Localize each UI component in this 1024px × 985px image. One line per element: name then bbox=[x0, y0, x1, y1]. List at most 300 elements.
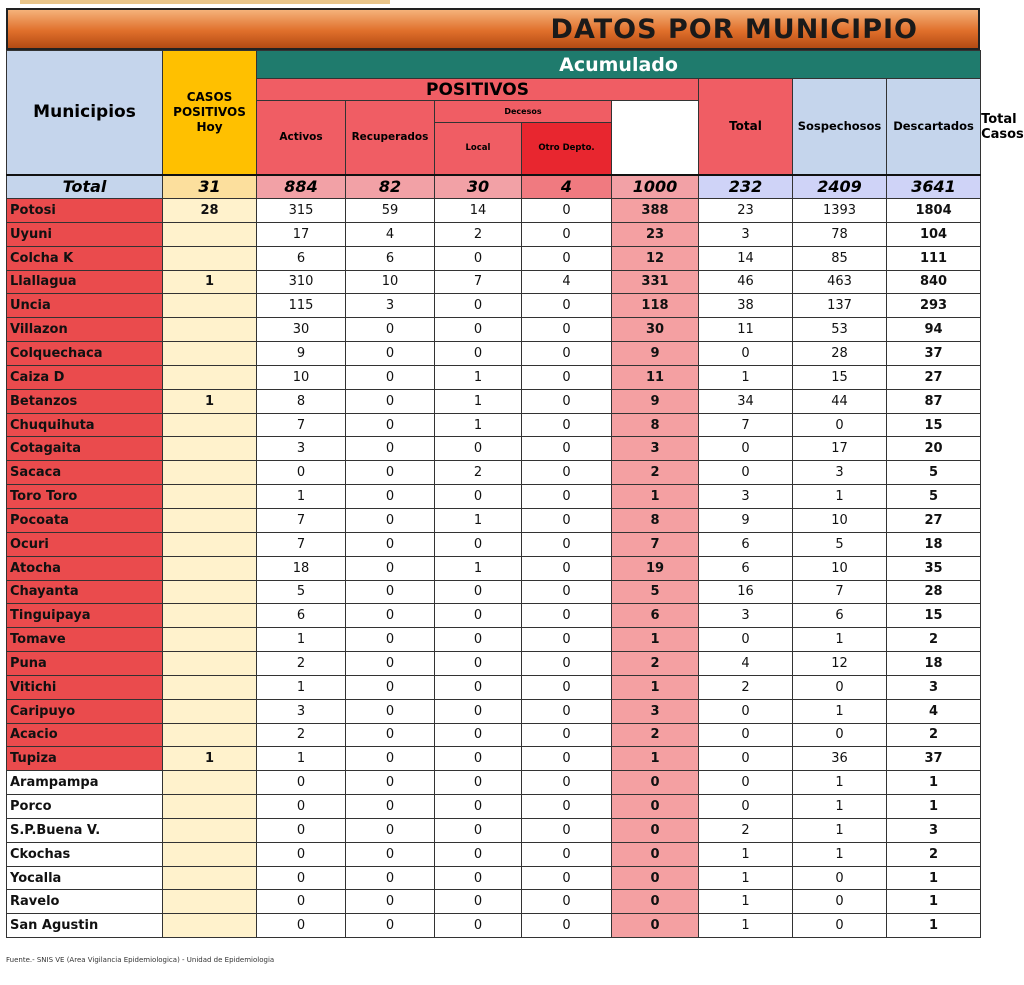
casos-hoy-cell bbox=[163, 437, 257, 461]
total-cell: Total bbox=[7, 175, 163, 199]
cell: 1 bbox=[257, 675, 346, 699]
table-row bbox=[7, 795, 981, 819]
table-row bbox=[7, 771, 981, 795]
cell: 2 bbox=[257, 723, 346, 747]
total-positivos-cell: 12 bbox=[612, 246, 699, 270]
casos-hoy-cell bbox=[163, 628, 257, 652]
cell: 0 bbox=[257, 795, 346, 819]
casos-hoy-cell bbox=[163, 222, 257, 246]
cell: 0 bbox=[435, 675, 522, 699]
municipio-table: Municipios CASOS POSITIVOS Hoy Acumulado POSITIVOS Total Sospechosos Descartados Total Casos Activos Recuperados Decesos Local Otro Depto. Total 31 884 82 30 4 1000 232 2409 3641 Potosi 28 315 59 14 0 388 23 1393 1804 Uyuni 17 4 2 0 23 3 78 104 Colcha K 6 6 0 0 12 14 85 111 Llallagua 1 310 10 7 4 331 46 463 840 Uncia 115 3 0 0 118 38 137 293 Villazon 30 0 0 0 30 11 53 94 Colquechaca 9 0 0 0 9 0 28 37 Caiza D 10 0 1 0 11 1 15 27 Betanzos 1 8 0 1 0 9 34 44 87 Chuquihuta 7 0 1 0 8 7 0 15 Cotagaita 3 0 0 0 3 0 17 20 Sacaca 0 0 2 0 2 0 3 5 Toro Toro 1 0 0 0 1 3 1 5 Pocoata 7 0 1 0 8 9 10 27 Ocuri 7 0 0 0 7 6 5 18 Atocha 18 0 1 0 19 6 10 35 Chayanta 5 0 0 0 5 16 7 28 Tinguipaya 6 0 0 0 6 3 6 15 Tomave 1 0 0 0 1 0 1 2 Puna 2 0 0 0 2 4 12 18 Vitichi 1 0 0 0 1 2 0 3 Caripuyo 3 0 0 0 3 0 1 4 Acacio 2 0 0 0 2 0 0 2 Tupiza 1 1 0 0 0 1 0 36 37 Arampampa 0 0 0 0 0 0 1 1 Porco 0 0 0 0 0 0 1 1 S.P.Buena V. 0 0 0 0 0 2 1 3 Ckochas 0 0 0 0 0 1 1 2 Yocalla 0 0 0 0 0 1 0 1 Ravelo 0 0 0 0 0 1 0 1 San Agustin 0 0 0 0 0 1 0 1 bbox=[6, 50, 981, 938]
cell: 0 bbox=[435, 532, 522, 556]
cell: 0 bbox=[793, 675, 887, 699]
table-row bbox=[7, 747, 981, 771]
cell: 0 bbox=[522, 866, 612, 890]
cell: 0 bbox=[435, 771, 522, 795]
casos-hoy-cell bbox=[163, 866, 257, 890]
casos-hoy-cell bbox=[163, 413, 257, 437]
cell: 0 bbox=[257, 842, 346, 866]
table-row bbox=[7, 270, 981, 294]
cell: 0 bbox=[435, 723, 522, 747]
total-cell: 4 bbox=[522, 175, 612, 199]
municipio-name: Llallagua bbox=[7, 270, 163, 294]
total-positivos-cell: 331 bbox=[612, 270, 699, 294]
cell: 4 bbox=[699, 652, 793, 676]
table-row bbox=[7, 532, 981, 556]
cell: 0 bbox=[699, 699, 793, 723]
cell: 6 bbox=[699, 556, 793, 580]
cell: 0 bbox=[699, 771, 793, 795]
total-casos-cell: 3 bbox=[887, 675, 981, 699]
cell: 0 bbox=[346, 604, 435, 628]
casos-hoy-cell bbox=[163, 485, 257, 509]
cell: 0 bbox=[793, 866, 887, 890]
cell: 0 bbox=[522, 556, 612, 580]
total-casos-cell: 5 bbox=[887, 485, 981, 509]
cell: 0 bbox=[699, 795, 793, 819]
casos-hoy-cell bbox=[163, 675, 257, 699]
total-positivos-cell: 0 bbox=[612, 842, 699, 866]
cell: 6 bbox=[346, 246, 435, 270]
cell: 12 bbox=[793, 652, 887, 676]
cell: 0 bbox=[522, 699, 612, 723]
total-positivos-cell: 0 bbox=[612, 795, 699, 819]
cell: 1 bbox=[793, 485, 887, 509]
total-positivos-cell: 0 bbox=[612, 914, 699, 938]
total-positivos-cell: 3 bbox=[612, 437, 699, 461]
total-row bbox=[7, 175, 981, 199]
total-casos-cell: 5 bbox=[887, 461, 981, 485]
cell: 17 bbox=[257, 222, 346, 246]
table-row bbox=[7, 723, 981, 747]
cell: 85 bbox=[793, 246, 887, 270]
table-row bbox=[7, 508, 981, 532]
total-positivos-cell: 0 bbox=[612, 818, 699, 842]
casos-hoy-cell bbox=[163, 318, 257, 342]
cell: 0 bbox=[346, 532, 435, 556]
total-casos-cell: 2 bbox=[887, 628, 981, 652]
cell: 4 bbox=[346, 222, 435, 246]
cell: 0 bbox=[435, 437, 522, 461]
source-footer: Fuente.- SNIS VE (Area Vigilancia Epidemiologica) - Unidad de Epidemiologia bbox=[6, 956, 275, 964]
cell: 1 bbox=[435, 389, 522, 413]
table-row bbox=[7, 604, 981, 628]
municipio-name: Potosi bbox=[7, 199, 163, 223]
total-cell: 1000 bbox=[612, 175, 699, 199]
cell: 0 bbox=[522, 246, 612, 270]
casos-hoy-cell bbox=[163, 914, 257, 938]
total-casos-cell: 840 bbox=[887, 270, 981, 294]
cell: 5 bbox=[257, 580, 346, 604]
total-casos-cell: 111 bbox=[887, 246, 981, 270]
total-positivos-cell: 1 bbox=[612, 675, 699, 699]
cell: 36 bbox=[793, 747, 887, 771]
table-row bbox=[7, 199, 981, 223]
cell: 1393 bbox=[793, 199, 887, 223]
cell: 1 bbox=[699, 914, 793, 938]
casos-hoy-cell bbox=[163, 532, 257, 556]
cell: 1 bbox=[793, 842, 887, 866]
total-positivos-cell: 2 bbox=[612, 461, 699, 485]
cell: 0 bbox=[346, 675, 435, 699]
cell: 2 bbox=[435, 461, 522, 485]
casos-hoy-cell bbox=[163, 342, 257, 366]
cell: 0 bbox=[346, 461, 435, 485]
casos-hoy-cell bbox=[163, 246, 257, 270]
total-casos-cell: 1 bbox=[887, 890, 981, 914]
total-cell: 884 bbox=[257, 175, 346, 199]
total-casos-cell: 1 bbox=[887, 914, 981, 938]
cell: 44 bbox=[793, 389, 887, 413]
casos-hoy-cell bbox=[163, 604, 257, 628]
cell: 0 bbox=[522, 389, 612, 413]
total-cell: 31 bbox=[163, 175, 257, 199]
cell: 0 bbox=[346, 508, 435, 532]
total-casos-cell: 37 bbox=[887, 747, 981, 771]
municipio-name: Sacaca bbox=[7, 461, 163, 485]
header-casos-line2: POSITIVOS bbox=[173, 104, 246, 119]
total-positivos-cell: 9 bbox=[612, 342, 699, 366]
cell: 0 bbox=[346, 747, 435, 771]
casos-hoy-cell bbox=[163, 795, 257, 819]
table-row bbox=[7, 461, 981, 485]
casos-hoy-cell: 1 bbox=[163, 389, 257, 413]
cell: 10 bbox=[257, 365, 346, 389]
municipio-name: Betanzos bbox=[7, 389, 163, 413]
cell: 30 bbox=[257, 318, 346, 342]
casos-hoy-cell bbox=[163, 580, 257, 604]
header-decesos: Decesos bbox=[435, 101, 612, 123]
total-cell: 3641 bbox=[887, 175, 981, 199]
table-row bbox=[7, 818, 981, 842]
total-casos-cell: 27 bbox=[887, 365, 981, 389]
table-row bbox=[7, 294, 981, 318]
municipio-name: Atocha bbox=[7, 556, 163, 580]
header-municipios: Municipios bbox=[7, 51, 163, 175]
cell: 0 bbox=[346, 556, 435, 580]
cell: 0 bbox=[522, 532, 612, 556]
cell: 0 bbox=[522, 342, 612, 366]
cell: 5 bbox=[793, 532, 887, 556]
cell: 0 bbox=[522, 747, 612, 771]
total-positivos-cell: 0 bbox=[612, 771, 699, 795]
total-casos-cell: 37 bbox=[887, 342, 981, 366]
table-row bbox=[7, 413, 981, 437]
cell: 1 bbox=[435, 508, 522, 532]
cell: 0 bbox=[522, 199, 612, 223]
cell: 14 bbox=[435, 199, 522, 223]
municipio-name: Chuquihuta bbox=[7, 413, 163, 437]
total-casos-cell: 94 bbox=[887, 318, 981, 342]
table-row bbox=[7, 842, 981, 866]
cell: 1 bbox=[435, 556, 522, 580]
municipio-name: Vitichi bbox=[7, 675, 163, 699]
casos-hoy-cell bbox=[163, 556, 257, 580]
cell: 0 bbox=[435, 294, 522, 318]
cell: 0 bbox=[346, 365, 435, 389]
cell: 10 bbox=[346, 270, 435, 294]
cell: 0 bbox=[793, 914, 887, 938]
total-casos-cell: 104 bbox=[887, 222, 981, 246]
cell: 3 bbox=[699, 222, 793, 246]
table-row bbox=[7, 699, 981, 723]
municipio-name: Villazon bbox=[7, 318, 163, 342]
cell: 0 bbox=[793, 413, 887, 437]
cell: 9 bbox=[257, 342, 346, 366]
total-casos-cell: 15 bbox=[887, 413, 981, 437]
cell: 0 bbox=[435, 866, 522, 890]
cell: 0 bbox=[435, 604, 522, 628]
cell: 0 bbox=[793, 890, 887, 914]
cell: 0 bbox=[522, 508, 612, 532]
cell: 14 bbox=[699, 246, 793, 270]
table-row bbox=[7, 675, 981, 699]
total-positivos-cell: 2 bbox=[612, 723, 699, 747]
cell: 0 bbox=[346, 723, 435, 747]
cell: 1 bbox=[257, 485, 346, 509]
municipio-name: Yocalla bbox=[7, 866, 163, 890]
cell: 7 bbox=[699, 413, 793, 437]
cell: 137 bbox=[793, 294, 887, 318]
casos-hoy-cell bbox=[163, 818, 257, 842]
total-casos-cell: 87 bbox=[887, 389, 981, 413]
cell: 0 bbox=[435, 747, 522, 771]
cell: 6 bbox=[257, 246, 346, 270]
table-row bbox=[7, 246, 981, 270]
table-row bbox=[7, 866, 981, 890]
cell: 34 bbox=[699, 389, 793, 413]
cell: 3 bbox=[793, 461, 887, 485]
municipio-name: Acacio bbox=[7, 723, 163, 747]
cell: 59 bbox=[346, 199, 435, 223]
total-positivos-cell: 6 bbox=[612, 604, 699, 628]
cell: 1 bbox=[257, 747, 346, 771]
cell: 0 bbox=[435, 795, 522, 819]
total-positivos-cell: 0 bbox=[612, 866, 699, 890]
casos-hoy-cell bbox=[163, 294, 257, 318]
municipio-name: Ckochas bbox=[7, 842, 163, 866]
cell: 0 bbox=[257, 866, 346, 890]
cell: 0 bbox=[346, 866, 435, 890]
total-casos-cell: 3 bbox=[887, 818, 981, 842]
cell: 463 bbox=[793, 270, 887, 294]
table-row bbox=[7, 222, 981, 246]
casos-hoy-cell bbox=[163, 771, 257, 795]
total-cell: 82 bbox=[346, 175, 435, 199]
cell: 2 bbox=[699, 818, 793, 842]
casos-hoy-cell: 28 bbox=[163, 199, 257, 223]
cell: 0 bbox=[346, 485, 435, 509]
cell: 0 bbox=[522, 413, 612, 437]
cell: 15 bbox=[793, 365, 887, 389]
header-casos-line3: Hoy bbox=[196, 119, 223, 134]
cell: 0 bbox=[346, 389, 435, 413]
cell: 6 bbox=[699, 532, 793, 556]
cell: 38 bbox=[699, 294, 793, 318]
cell: 0 bbox=[793, 723, 887, 747]
cell: 0 bbox=[346, 413, 435, 437]
total-positivos-cell: 1 bbox=[612, 485, 699, 509]
cell: 3 bbox=[257, 437, 346, 461]
total-positivos-cell: 23 bbox=[612, 222, 699, 246]
casos-hoy-cell bbox=[163, 508, 257, 532]
cell: 1 bbox=[793, 795, 887, 819]
cell: 0 bbox=[522, 628, 612, 652]
cell: 7 bbox=[793, 580, 887, 604]
total-casos-cell: 1804 bbox=[887, 199, 981, 223]
municipio-name: Ocuri bbox=[7, 532, 163, 556]
cell: 0 bbox=[346, 699, 435, 723]
cell: 0 bbox=[257, 771, 346, 795]
page-title: DATOS POR MUNICIPIO bbox=[550, 14, 918, 45]
municipio-name: Tupiza bbox=[7, 747, 163, 771]
cell: 0 bbox=[435, 342, 522, 366]
table-row bbox=[7, 318, 981, 342]
cell: 0 bbox=[522, 652, 612, 676]
cell: 1 bbox=[793, 771, 887, 795]
table-row bbox=[7, 485, 981, 509]
total-casos-cell: 18 bbox=[887, 532, 981, 556]
cell: 0 bbox=[257, 890, 346, 914]
total-positivos-cell: 30 bbox=[612, 318, 699, 342]
cell: 0 bbox=[257, 914, 346, 938]
cell: 0 bbox=[522, 842, 612, 866]
cell: 8 bbox=[257, 389, 346, 413]
cell: 0 bbox=[435, 246, 522, 270]
total-positivos-cell: 5 bbox=[612, 580, 699, 604]
cell: 6 bbox=[257, 604, 346, 628]
cell: 0 bbox=[435, 818, 522, 842]
header-casos-line1: CASOS bbox=[186, 89, 233, 104]
municipio-name: Porco bbox=[7, 795, 163, 819]
casos-hoy-cell bbox=[163, 699, 257, 723]
cell: 0 bbox=[522, 485, 612, 509]
cell: 0 bbox=[435, 652, 522, 676]
municipio-name: Caripuyo bbox=[7, 699, 163, 723]
table-row bbox=[7, 652, 981, 676]
cell: 1 bbox=[699, 890, 793, 914]
total-positivos-cell: 1 bbox=[612, 628, 699, 652]
total-casos-cell: 4 bbox=[887, 699, 981, 723]
total-casos-cell: 1 bbox=[887, 795, 981, 819]
cell: 2 bbox=[257, 652, 346, 676]
municipio-name: Colcha K bbox=[7, 246, 163, 270]
casos-hoy-cell bbox=[163, 890, 257, 914]
table-row bbox=[7, 890, 981, 914]
total-positivos-cell: 11 bbox=[612, 365, 699, 389]
cell: 0 bbox=[522, 818, 612, 842]
cell: 3 bbox=[257, 699, 346, 723]
total-casos-cell: 1 bbox=[887, 866, 981, 890]
cell: 10 bbox=[793, 556, 887, 580]
cell: 18 bbox=[257, 556, 346, 580]
cell: 2 bbox=[699, 675, 793, 699]
header-local: Local bbox=[435, 123, 522, 175]
cell: 78 bbox=[793, 222, 887, 246]
cell: 0 bbox=[699, 747, 793, 771]
municipio-name: Ravelo bbox=[7, 890, 163, 914]
cell: 3 bbox=[346, 294, 435, 318]
total-positivos-cell: 118 bbox=[612, 294, 699, 318]
casos-hoy-cell bbox=[163, 842, 257, 866]
cell: 1 bbox=[699, 866, 793, 890]
title-bar bbox=[6, 8, 980, 50]
cell: 0 bbox=[699, 437, 793, 461]
cell: 1 bbox=[793, 699, 887, 723]
cell: 17 bbox=[793, 437, 887, 461]
cell: 0 bbox=[346, 795, 435, 819]
cell: 0 bbox=[435, 890, 522, 914]
cell: 53 bbox=[793, 318, 887, 342]
municipio-name: San Agustin bbox=[7, 914, 163, 938]
cell: 0 bbox=[435, 628, 522, 652]
total-positivos-cell: 388 bbox=[612, 199, 699, 223]
casos-hoy-cell bbox=[163, 652, 257, 676]
header-acumulado: Acumulado bbox=[257, 51, 981, 79]
cell: 0 bbox=[346, 771, 435, 795]
cell: 0 bbox=[435, 699, 522, 723]
municipio-name: Toro Toro bbox=[7, 485, 163, 509]
total-positivos-cell: 8 bbox=[612, 508, 699, 532]
cell: 7 bbox=[257, 508, 346, 532]
cell: 7 bbox=[257, 413, 346, 437]
table-row bbox=[7, 556, 981, 580]
total-positivos-cell: 19 bbox=[612, 556, 699, 580]
total-casos-cell: 2 bbox=[887, 723, 981, 747]
table-row bbox=[7, 628, 981, 652]
total-positivos-cell: 8 bbox=[612, 413, 699, 437]
cell: 0 bbox=[699, 723, 793, 747]
cell: 0 bbox=[522, 890, 612, 914]
municipio-name: Uncia bbox=[7, 294, 163, 318]
table-row bbox=[7, 914, 981, 938]
municipio-name: Puna bbox=[7, 652, 163, 676]
table-row bbox=[7, 437, 981, 461]
top-strip bbox=[20, 0, 390, 4]
cell: 10 bbox=[793, 508, 887, 532]
total-positivos-cell: 1 bbox=[612, 747, 699, 771]
cell: 0 bbox=[435, 580, 522, 604]
total-cell: 232 bbox=[699, 175, 793, 199]
cell: 0 bbox=[435, 485, 522, 509]
total-casos-cell: 1 bbox=[887, 771, 981, 795]
municipio-name: Uyuni bbox=[7, 222, 163, 246]
cell: 6 bbox=[793, 604, 887, 628]
cell: 0 bbox=[522, 580, 612, 604]
cell: 0 bbox=[346, 437, 435, 461]
cell: 7 bbox=[257, 532, 346, 556]
cell: 0 bbox=[346, 890, 435, 914]
cell: 0 bbox=[699, 461, 793, 485]
total-cell: 2409 bbox=[793, 175, 887, 199]
cell: 0 bbox=[346, 842, 435, 866]
cell: 0 bbox=[435, 914, 522, 938]
cell: 0 bbox=[346, 652, 435, 676]
municipio-name: Caiza D bbox=[7, 365, 163, 389]
header-casos-hoy bbox=[163, 51, 257, 175]
cell: 0 bbox=[522, 294, 612, 318]
cell: 28 bbox=[793, 342, 887, 366]
total-positivos-cell: 9 bbox=[612, 389, 699, 413]
cell: 0 bbox=[522, 675, 612, 699]
cell: 4 bbox=[522, 270, 612, 294]
table-body bbox=[7, 175, 981, 938]
cell: 0 bbox=[522, 723, 612, 747]
cell: 0 bbox=[346, 318, 435, 342]
cell: 0 bbox=[522, 914, 612, 938]
total-casos-cell: 20 bbox=[887, 437, 981, 461]
cell: 0 bbox=[346, 628, 435, 652]
